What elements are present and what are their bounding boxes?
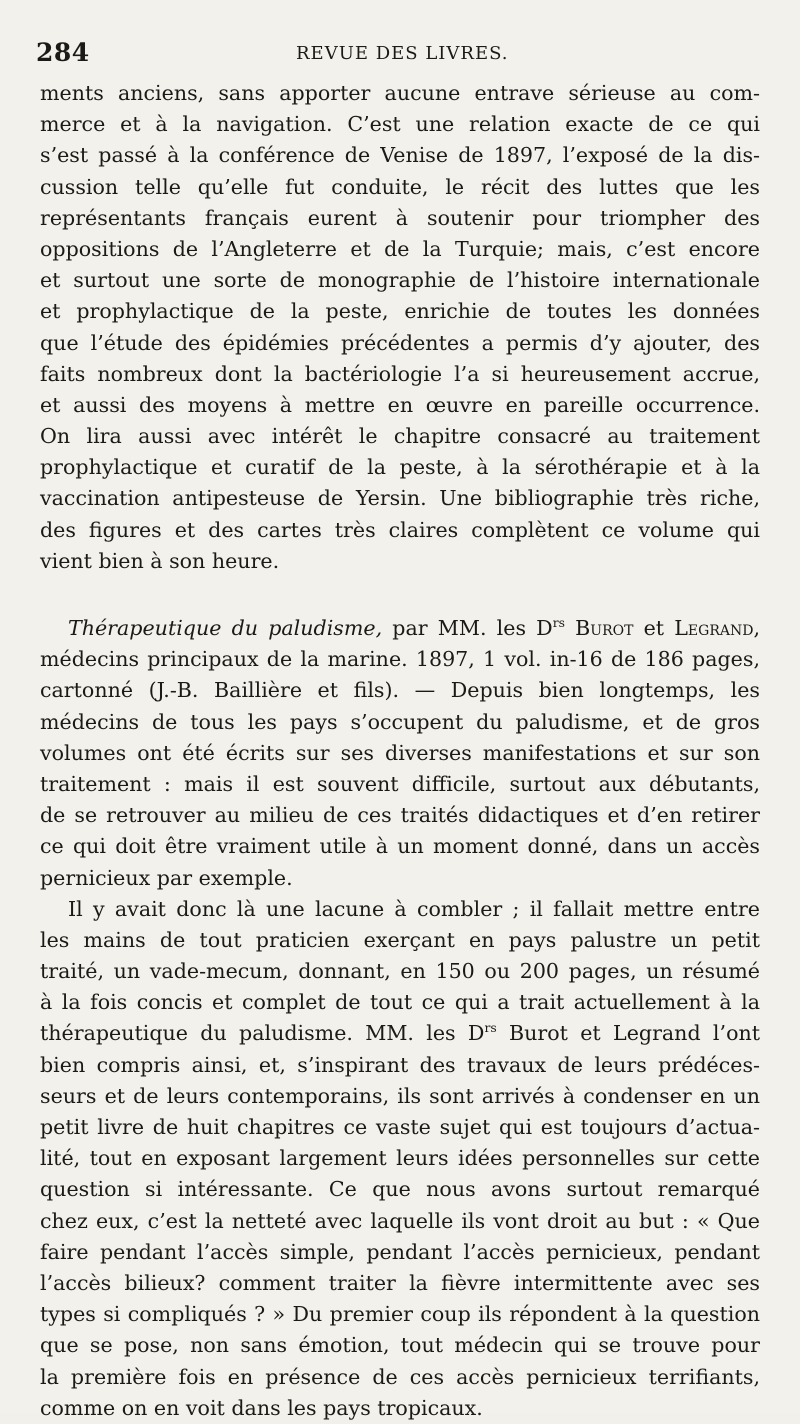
text-line-with-superscript: [40, 1018, 760, 1049]
text-line: comme on en voit dans les pays tropicaux.: [40, 1395, 483, 1420]
author-burot: Burot: [575, 616, 634, 640]
review-by: par MM. les D: [382, 616, 553, 640]
text-line: Il y avait donc là une lacune à combler ; il fallait mettre entre: [68, 896, 760, 921]
text-line: vient bien à son heure.: [40, 548, 280, 573]
drs-superscript: rs: [552, 616, 565, 631]
book-title: Thérapeutique du paludisme,: [68, 616, 383, 640]
review-and: et: [633, 616, 675, 640]
paragraph-gap: [40, 577, 760, 613]
text-line: s’est passé à la conférence de Venise de 1897, l’exposé de la dis-: [40, 143, 760, 168]
text-line: à la fois concis et complet de tout ce qui a trait actuellement à la: [40, 990, 760, 1015]
text-line: oppositions de l’Angleterre et de la Turquie; mais, c’est encore: [40, 236, 760, 261]
line-pre: thérapeutique du paludisme. MM. les D: [40, 1021, 485, 1046]
text-line: pernicieux par exemple.: [40, 865, 293, 890]
text-line: cartonné (J.-B. Baillière et fils). — Depuis bien longtemps, les: [40, 678, 760, 703]
running-head: REVUE DES LIVRES.: [296, 43, 509, 64]
text-line: et aussi des moyens à mettre en œuvre en pareille occurrence.: [40, 392, 760, 417]
text-line: types si compliqués ? » Du premier coup ils répondent à la question: [40, 1302, 760, 1327]
text-line: prophylactique et curatif de la peste, à la sérothérapie et à la: [40, 455, 760, 480]
text-line: des figures et des cartes très claires complètent ce volume qui: [40, 517, 760, 542]
text-line: volumes ont été écrits sur ses diverses manifestations et sur son: [40, 740, 760, 765]
text-line: ce qui doit être vraiment utile à un moment donné, dans un accès: [40, 834, 760, 859]
text-line: faire pendant l’accès simple, pendant l’accès pernicieux, pendant: [40, 1239, 760, 1264]
text-line: traité, un vade-mecum, donnant, en 150 ou 200 pages, un résumé: [40, 959, 760, 984]
text-line: faits nombreux dont la bactériologie l’a si heureusement accrue,: [40, 361, 760, 386]
text-line: et surtout une sorte de monographie de l’histoire internationale: [40, 268, 760, 293]
text-line: vaccination antipesteuse de Yersin. Une bibliographie très riche,: [40, 486, 760, 511]
text-line: que se pose, non sans émotion, tout médecin qui se trouve pour: [40, 1333, 760, 1358]
text-line: petit livre de huit chapitres ce vaste sujet qui est toujours d’actua-: [40, 1115, 760, 1139]
author-legrand: Legrand,: [674, 616, 761, 640]
review-heading-line: [40, 613, 760, 644]
text-line: la première fois en présence de ces accès pernicieux terrifiants,: [40, 1364, 760, 1389]
line-post: Burot et Legrand l’ont: [496, 1021, 761, 1046]
text-line: traitement : mais il est souvent difficile, surtout aux débutants,: [40, 771, 760, 796]
text-line: médecins principaux de la marine. 1897, 1 vol. in-16 de 186 pages,: [40, 647, 760, 672]
text-line: les mains de tout praticien exerçant en pays palustre un petit: [40, 927, 760, 952]
text-line: lité, tout en exposant largement leurs idées personnelles sur cette: [40, 1146, 760, 1171]
text-line: l’accès bilieux? comment traiter la fièvre intermittente avec ses: [40, 1270, 760, 1295]
text-line: médecins de tous les pays s’occupent du paludisme, et de gros: [40, 709, 760, 734]
page-header: [36, 38, 760, 72]
body-text: [40, 78, 760, 1424]
text-line: que l’étude des épidémies précédentes a permis d’y ajouter, des: [40, 330, 760, 355]
text-line: chez eux, c’est la netteté avec laquelle ils vont droit au but : « Que: [40, 1208, 760, 1233]
text-line: seurs et de leurs contemporains, ils sont arrivés à condenser en un: [40, 1083, 760, 1108]
text-line: bien compris ainsi, et, s’inspirant des travaux de leurs prédéces-: [40, 1052, 760, 1077]
text-line: merce et à la navigation. C’est une relation exacte de ce qui: [40, 112, 760, 137]
text-line: question si intéressante. Ce que nous avons surtout remarqué: [40, 1177, 760, 1202]
text-line: représentants français eurent à soutenir pour triompher des: [40, 205, 760, 230]
text-line: On lira aussi avec intérêt le chapitre consacré au traitement: [40, 424, 760, 449]
text-line: cussion telle qu’elle fut conduite, le récit des luttes que les: [40, 174, 760, 199]
page-number: 284: [36, 38, 90, 67]
text-line: ments anciens, sans apporter aucune entrave sérieuse au com-: [40, 81, 760, 105]
text-line: et prophylactique de la peste, enrichie de toutes les données: [40, 299, 760, 324]
drs-superscript: rs: [484, 1021, 497, 1036]
text-line: de se retrouver au milieu de ces traités didactiques et d’en retirer: [40, 803, 760, 828]
